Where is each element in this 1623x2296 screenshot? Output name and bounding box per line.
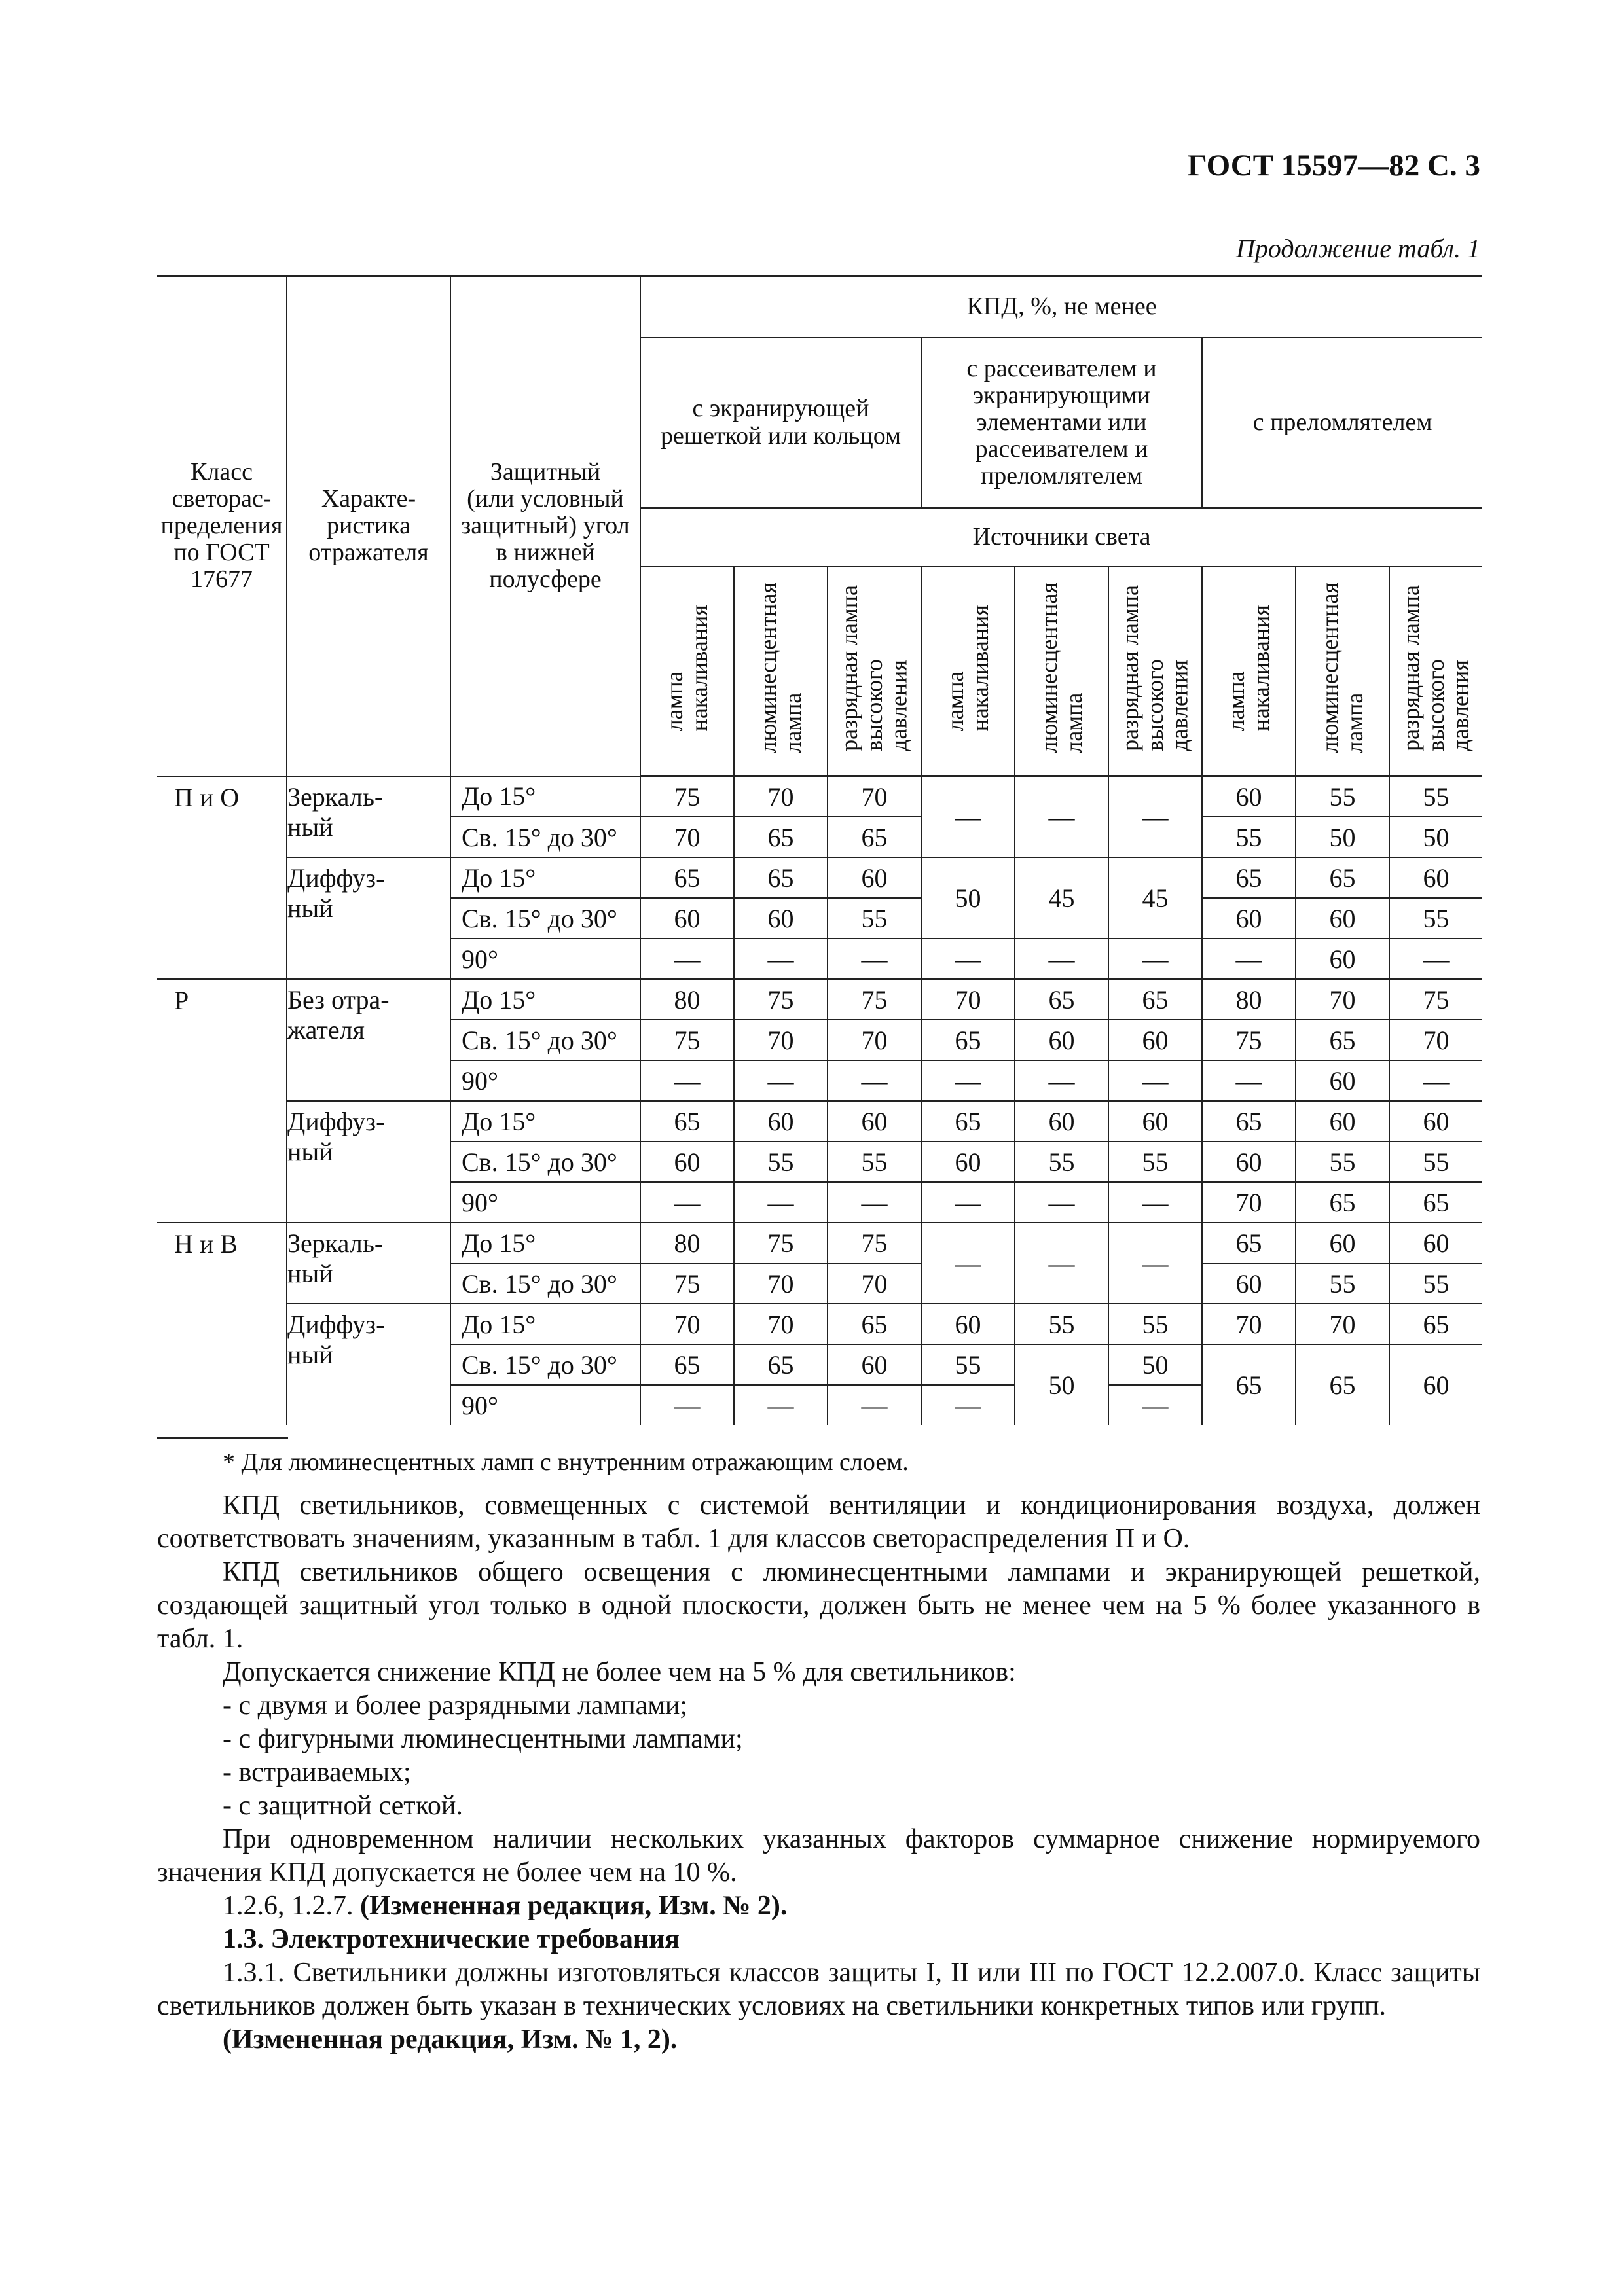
header-group-grid: с экранирующей решеткой или кольцом <box>640 338 921 508</box>
value-cell: 60 <box>734 898 828 939</box>
class-cell: Р <box>157 979 287 1223</box>
reflector-cell: Диффуз- ный <box>287 857 450 979</box>
value-cell: 70 <box>1296 1304 1389 1344</box>
angle-cell: До 15° <box>450 776 640 817</box>
value-cell: 65 <box>1202 1101 1296 1141</box>
header-lamp: лампа накаливания <box>640 567 734 776</box>
value-cell: 60 <box>1202 1141 1296 1182</box>
value-cell: 70 <box>1202 1304 1296 1344</box>
value-cell: 55 <box>1389 898 1482 939</box>
value-cell: — <box>921 1223 1015 1304</box>
value-cell: 65 <box>1296 1020 1389 1060</box>
value-cell: 65 <box>828 1304 921 1344</box>
value-cell: 50 <box>1108 1344 1202 1385</box>
angle-cell: Св. 15° до 30° <box>450 1344 640 1385</box>
header-lamp: разрядная лампа высокого давления <box>828 567 921 776</box>
value-cell: 50 <box>1015 1344 1108 1425</box>
value-cell: — <box>1202 939 1296 979</box>
header-lamp: лампа накаливания <box>921 567 1015 776</box>
value-cell: 60 <box>828 1344 921 1385</box>
table-row <box>157 1304 1482 1344</box>
value-cell: 65 <box>921 1101 1015 1141</box>
table-row <box>157 857 1482 898</box>
value-cell: 70 <box>640 1304 734 1344</box>
value-cell: 55 <box>1108 1141 1202 1182</box>
paragraph: КПД светильников общего освещения с люминесцентными лампами и экранирующей решеткой, создающей защитный угол только в одной плоскости, должен быть не менее чем на 5 % более указанного в табл. 1. <box>157 1557 1480 1654</box>
value-cell: 50 <box>921 857 1015 939</box>
value-cell: 60 <box>1296 939 1389 979</box>
value-cell: — <box>921 1182 1015 1223</box>
value-cell: 80 <box>640 1223 734 1263</box>
value-cell: — <box>640 1182 734 1223</box>
value-cell: — <box>921 939 1015 979</box>
value-cell: — <box>1389 939 1482 979</box>
value-cell: 65 <box>1202 857 1296 898</box>
value-cell: 70 <box>1296 979 1389 1020</box>
value-cell: 65 <box>1015 979 1108 1020</box>
value-cell: 60 <box>828 1101 921 1141</box>
value-cell: 65 <box>1389 1182 1482 1223</box>
reflector-cell: Диффуз- ный <box>287 1101 450 1223</box>
value-cell: 50 <box>1296 817 1389 857</box>
page-header: ГОСТ 15597—82 С. 3 <box>1187 149 1480 183</box>
value-cell: 60 <box>1015 1020 1108 1060</box>
header-kpd: КПД, %, не менее <box>640 276 1482 338</box>
reflector-cell: Без отра- жателя <box>287 979 450 1101</box>
value-cell: 75 <box>1202 1020 1296 1060</box>
value-cell: 60 <box>1108 1020 1202 1060</box>
value-cell: 45 <box>1108 857 1202 939</box>
value-cell: 60 <box>921 1304 1015 1344</box>
value-cell: — <box>1015 1223 1108 1304</box>
value-cell: 75 <box>828 979 921 1020</box>
angle-cell: До 15° <box>450 1223 640 1263</box>
value-cell: 55 <box>1015 1304 1108 1344</box>
value-cell: 75 <box>640 1263 734 1304</box>
value-cell: 70 <box>828 1020 921 1060</box>
class-cell: П и О <box>157 776 287 980</box>
paragraph: 1.3.1. Светильники должны изготовляться классов защиты I, II или III по ГОСТ 12.2.007.0. Класс защиты светильников должен быть указан в технических условиях на светильники конкретных типов или групп. <box>157 1958 1480 2021</box>
angle-cell: 90° <box>450 1060 640 1101</box>
value-cell: 75 <box>1389 979 1482 1020</box>
value-cell: 45 <box>1015 857 1108 939</box>
value-cell: 55 <box>921 1344 1015 1385</box>
value-cell: — <box>1108 1385 1202 1425</box>
angle-cell: Св. 15° до 30° <box>450 817 640 857</box>
reflector-cell: Зеркаль- ный <box>287 776 450 858</box>
value-cell: 55 <box>1389 776 1482 817</box>
value-cell: 55 <box>1108 1304 1202 1344</box>
value-cell: 65 <box>828 817 921 857</box>
value-cell: 65 <box>734 1344 828 1385</box>
angle-cell: Св. 15° до 30° <box>450 898 640 939</box>
value-cell: 70 <box>734 1304 828 1344</box>
reflector-cell: Зеркаль- ный <box>287 1223 450 1304</box>
section-heading: 1.3. Электротехнические требования <box>223 1924 680 1954</box>
value-cell: 65 <box>734 817 828 857</box>
angle-cell: До 15° <box>450 1304 640 1344</box>
value-cell: 60 <box>1296 1060 1389 1101</box>
angle-cell: 90° <box>450 939 640 979</box>
value-cell: 65 <box>921 1020 1015 1060</box>
value-cell: 60 <box>1202 898 1296 939</box>
list-item: - с двумя и более разрядными лампами; <box>223 1691 687 1721</box>
header-lamp: люминесцентная лампа <box>1015 567 1108 776</box>
header-group-refractor: с преломлятелем <box>1202 338 1482 508</box>
value-cell: 65 <box>1296 1344 1389 1425</box>
value-cell: — <box>828 939 921 979</box>
body-text <box>157 1489 1480 2056</box>
value-cell: 60 <box>1389 1101 1482 1141</box>
header-lamp: разрядная лампа высокого давления <box>1389 567 1482 776</box>
value-cell: — <box>1108 939 1202 979</box>
value-cell: 55 <box>1296 1263 1389 1304</box>
value-cell: 75 <box>640 1020 734 1060</box>
value-cell: 60 <box>1296 1101 1389 1141</box>
value-cell: 80 <box>1202 979 1296 1020</box>
table-row <box>157 979 1482 1020</box>
value-cell: 55 <box>1202 817 1296 857</box>
header-lamp: разрядная лампа высокого давления <box>1108 567 1202 776</box>
value-cell: — <box>640 939 734 979</box>
value-cell: 65 <box>640 1101 734 1141</box>
value-cell: 60 <box>1389 1223 1482 1263</box>
clause-reference: 1.2.6, 1.2.7. <box>223 1891 354 1921</box>
value-cell: — <box>640 1385 734 1425</box>
value-cell: — <box>734 1385 828 1425</box>
list-item: - с фигурными люминесцентными лампами; <box>223 1724 743 1754</box>
value-cell: 60 <box>1015 1101 1108 1141</box>
header-group-diffuser: с рассеивателем и экранирующими элементами или рассеивателем и преломлятелем <box>921 338 1202 508</box>
value-cell: 75 <box>640 776 734 817</box>
value-cell: — <box>828 1385 921 1425</box>
angle-cell: 90° <box>450 1182 640 1223</box>
value-cell: — <box>1015 1182 1108 1223</box>
value-cell: — <box>1015 1060 1108 1101</box>
angle-cell: До 15° <box>450 857 640 898</box>
value-cell: — <box>1015 776 1108 858</box>
value-cell: — <box>1108 1223 1202 1304</box>
value-cell: — <box>1108 776 1202 858</box>
value-cell: 55 <box>734 1141 828 1182</box>
kpd-table <box>157 275 1482 1425</box>
value-cell: 60 <box>828 857 921 898</box>
value-cell: 65 <box>734 857 828 898</box>
value-cell: — <box>734 1060 828 1101</box>
list-item: - с защитной сеткой. <box>223 1791 463 1821</box>
table-caption: Продолжение табл. 1 <box>1235 234 1480 263</box>
value-cell: 60 <box>734 1101 828 1141</box>
value-cell: 75 <box>828 1223 921 1263</box>
amendment-note <box>157 1890 1480 1923</box>
value-cell: — <box>921 776 1015 858</box>
value-cell: — <box>1108 1060 1202 1101</box>
value-cell: — <box>1389 1060 1482 1101</box>
value-cell: 70 <box>1389 1020 1482 1060</box>
value-cell: 60 <box>1108 1101 1202 1141</box>
value-cell: — <box>828 1060 921 1101</box>
footnote-divider <box>157 1437 288 1439</box>
angle-cell: До 15° <box>450 979 640 1020</box>
value-cell: 55 <box>1015 1141 1108 1182</box>
value-cell: 65 <box>640 1344 734 1385</box>
value-cell: 60 <box>1296 1223 1389 1263</box>
value-cell: 50 <box>1389 817 1482 857</box>
angle-cell: До 15° <box>450 1101 640 1141</box>
header-lamp: лампа накаливания <box>1202 567 1296 776</box>
value-cell: 65 <box>1108 979 1202 1020</box>
value-cell: 65 <box>1296 1182 1389 1223</box>
value-cell: 60 <box>1202 1263 1296 1304</box>
angle-cell: Св. 15° до 30° <box>450 1020 640 1060</box>
table-row <box>157 776 1482 817</box>
value-cell: 70 <box>734 1020 828 1060</box>
angle-cell: Св. 15° до 30° <box>450 1141 640 1182</box>
angle-cell: Св. 15° до 30° <box>450 1263 640 1304</box>
header-sources: Источники света <box>640 508 1482 567</box>
list-item: - встраиваемых; <box>223 1757 411 1787</box>
amendment-note: (Измененная редакция, Изм. № 1, 2). <box>223 2024 678 2054</box>
value-cell: 75 <box>734 1223 828 1263</box>
value-cell: — <box>1015 939 1108 979</box>
value-cell: 60 <box>921 1141 1015 1182</box>
value-cell: — <box>921 1060 1015 1101</box>
header-reflector: Характе- ристика отражателя <box>287 276 450 776</box>
value-cell: — <box>921 1385 1015 1425</box>
table-row <box>157 1223 1482 1263</box>
value-cell: 55 <box>1389 1263 1482 1304</box>
paragraph: При одновременном наличии нескольких указанных факторов суммарное снижение нормируемого значения КПД допускается не более чем на 10 %. <box>157 1824 1480 1888</box>
class-cell: Н и В <box>174 1229 238 1259</box>
reflector-cell: Диффуз- ный <box>287 1304 450 1425</box>
value-cell: 60 <box>1389 857 1482 898</box>
value-cell: 70 <box>828 776 921 817</box>
header-angle: Защитный (или условный защитный) угол в нижней полусфере <box>450 276 640 776</box>
value-cell: 55 <box>1296 1141 1389 1182</box>
value-cell: 55 <box>828 898 921 939</box>
paragraph: Допускается снижение КПД не более чем на 5 % для светильников: <box>223 1657 1016 1687</box>
value-cell: 70 <box>734 1263 828 1304</box>
value-cell: 60 <box>1202 776 1296 817</box>
value-cell: — <box>734 1182 828 1223</box>
value-cell: — <box>1202 1060 1296 1101</box>
value-cell: 60 <box>640 898 734 939</box>
value-cell: — <box>1108 1182 1202 1223</box>
value-cell: 55 <box>1389 1141 1482 1182</box>
value-cell: 80 <box>640 979 734 1020</box>
value-cell: 70 <box>828 1263 921 1304</box>
value-cell: — <box>734 939 828 979</box>
header-lamp: люминесцентная лампа <box>734 567 828 776</box>
header-class: Класс светорас- пределения по ГОСТ 17677 <box>157 276 287 776</box>
value-cell: 55 <box>1296 776 1389 817</box>
value-cell: 60 <box>640 1141 734 1182</box>
value-cell: 55 <box>828 1141 921 1182</box>
value-cell: 65 <box>640 857 734 898</box>
header-lamp: люминесцентная лампа <box>1296 567 1389 776</box>
amendment-text: (Измененная редакция, Изм. № 2). <box>360 1891 788 1921</box>
value-cell: 65 <box>1202 1344 1296 1425</box>
paragraph: КПД светильников, совмещенных с системой вентиляции и кондиционирования воздуха, должен соответствовать значениям, указанным в табл. 1 для классов светораспределения П и О. <box>157 1490 1480 1554</box>
footnote: * Для люминесцентных ламп с внутренним отражающим слоем. <box>223 1448 909 1476</box>
value-cell: 75 <box>734 979 828 1020</box>
value-cell: 65 <box>1389 1304 1482 1344</box>
value-cell: 70 <box>921 979 1015 1020</box>
value-cell: 70 <box>640 817 734 857</box>
value-cell: — <box>828 1182 921 1223</box>
table-row <box>157 1101 1482 1141</box>
value-cell: 60 <box>1389 1344 1482 1425</box>
value-cell: 70 <box>1202 1182 1296 1223</box>
value-cell: — <box>640 1060 734 1101</box>
value-cell: 65 <box>1202 1223 1296 1263</box>
value-cell: 65 <box>1296 857 1389 898</box>
value-cell: 60 <box>1296 898 1389 939</box>
angle-cell: 90° <box>450 1385 640 1425</box>
value-cell: 70 <box>734 776 828 817</box>
